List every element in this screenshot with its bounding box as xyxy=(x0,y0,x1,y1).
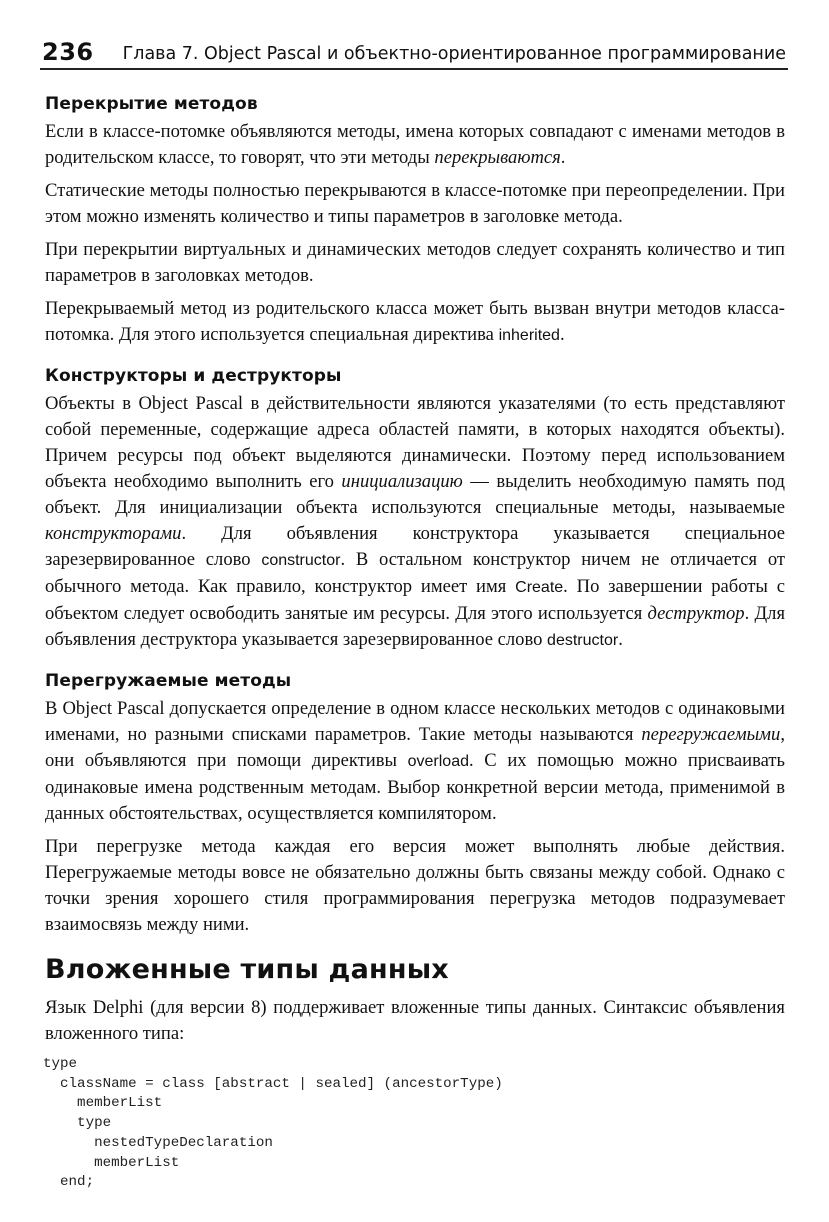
code-listing xyxy=(43,1055,785,1193)
text-run: . xyxy=(559,324,565,345)
paragraph: Статические методы полностью перекрываются в классе-потомке при переопределении. При этом можно изменять количество и типы параметров в заголовке метода. xyxy=(45,180,785,227)
keyword-overload: overload xyxy=(407,753,469,770)
emphasis-term: перекрываются xyxy=(434,147,561,168)
code-line: type xyxy=(43,1115,112,1132)
paragraph: Язык Delphi (для версии 8) поддерживает вложенные типы данных. Синтаксис объявления вложенного типа: xyxy=(45,997,785,1044)
keyword-create: Create xyxy=(515,579,564,596)
text-run: . По завершении работы с объектом следует освободить занятые им ресурсы. Для этого используется xyxy=(45,576,785,624)
paragraph xyxy=(45,119,785,171)
emphasis-term: деструктор xyxy=(647,603,745,624)
section-heading-constructors: Конструкторы и деструкторы xyxy=(45,366,342,386)
text-run: . xyxy=(560,147,566,168)
text-run: Объекты в Object Pascal в действительности являются указателями (то есть представляют собой переменные, содержащие адреса областей памяти, в которых находятся объекты). Причем ресурсы под объект выделяются динамически. Поэтому перед использованием объекта необходимо выполнить его xyxy=(45,393,785,492)
text-run: , они объявляются при помощи директивы xyxy=(45,724,785,771)
section-heading-overriding: Перекрытие методов xyxy=(45,94,258,114)
text-run: Перекрываемый метод из родительского класса может быть вызван внутри методов класса-потомка. Для этого используется специальная директива xyxy=(45,298,785,345)
section-heading-overloading: Перегружаемые методы xyxy=(45,671,292,691)
paragraph: При перегрузке метода каждая его версия может выполнять любые действия. Перегружаемые методы вовсе не обязательно должны быть связаны между собой. Однако с точки зрения хорошего стиля программирования перегрузка методов подразумевает взаимосвязь между ними. xyxy=(45,836,785,935)
text-run: . Для объявления конструктора указывается специальное зарезервированное слово xyxy=(45,523,785,570)
code-line: memberList xyxy=(43,1095,163,1112)
keyword-destructor: destructor xyxy=(547,632,619,649)
section-heading-nested-types: Вложенные типы данных xyxy=(45,954,449,985)
page-body xyxy=(45,94,785,1193)
paragraph xyxy=(45,296,785,349)
text-run: . В остальном конструктор ничем не отличается от обычного метода. Как правило, конструктор имеет имя xyxy=(45,549,786,597)
code-line: className = class [abstract | sealed] (ancestorType) xyxy=(43,1075,503,1092)
keyword-constructor: constructor xyxy=(261,552,341,569)
code-line: type xyxy=(43,1056,78,1072)
code-line: memberList xyxy=(43,1154,180,1171)
text-run: . Для объявления деструктора указывается зарезервированное слово xyxy=(45,603,786,650)
paragraph xyxy=(45,391,785,654)
paragraph xyxy=(45,696,785,827)
text-run: В Object Pascal допускается определение в одном классе нескольких методов с одинаковыми именами, но разными списками параметров. Такие методы называются xyxy=(45,698,785,745)
emphasis-term: конструкторами xyxy=(45,523,182,544)
text-run: Если в классе-потомке объявляются методы, имена которых совпадают с именами методов в родительском классе, то говорят, что эти методы xyxy=(45,121,785,168)
page-number: 236 xyxy=(42,38,94,66)
text-run: . xyxy=(618,629,623,650)
paragraph: При перекрытии виртуальных и динамических методов следует сохранять количество и тип параметров в заголовках методов. xyxy=(45,239,785,286)
text-run: . С их помощью можно присваивать одинаковые имена родственным методам. Выбор конкретной версии метода, применимой в данных обстоятельствах, осуществляется компилятором. xyxy=(45,750,786,824)
running-header xyxy=(40,38,788,70)
emphasis-term: инициализацию xyxy=(341,471,463,492)
code-line: nestedTypeDeclaration xyxy=(43,1134,273,1151)
text-run: — выделить необходимую память под объект. Для инициализации объекта используются специальные методы, называемые xyxy=(45,471,785,518)
code-line: end; xyxy=(43,1174,95,1191)
keyword-inherited: inherited xyxy=(498,327,560,344)
chapter-title: Глава 7. Object Pascal и объектно-ориентированное программирование xyxy=(122,44,786,64)
emphasis-term: перегружаемыми xyxy=(641,724,781,745)
